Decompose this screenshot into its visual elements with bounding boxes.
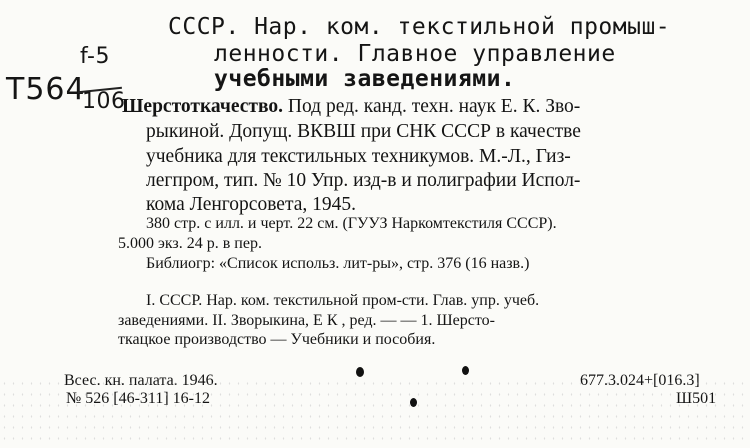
tracings-line-3: ткацкое производство — Учебники и пособия.: [118, 331, 436, 348]
entry-line-3: учебника для текстильных техникумов. М.-Л., Гиз-: [146, 146, 571, 167]
entry-line-5: кома Ленгорсовета, 1945.: [146, 194, 356, 215]
entry-line-4: легпром, тип. № 10 Упр. изд-в и полиграфии Испол-: [146, 170, 581, 191]
details-line-3: Библиогр: «Список использ. лит-ры», стр. 376 (16 назв.): [146, 255, 530, 272]
tracings-line-1: I. СССР. Нар. ком. текстильной пром-сти. Глав. упр. учеб.: [146, 292, 540, 309]
book-chamber: Всес. кн. палата. 1946.: [64, 372, 218, 389]
call-number-bottom: 106: [82, 89, 126, 114]
udc-index: 677.3.024+[016.3]: [580, 372, 700, 389]
call-number-top: f-5: [80, 44, 110, 69]
registration-number: № 526 [46-311] 16-12: [66, 390, 210, 407]
details-line-2: 5.000 экз. 24 р. в пер.: [118, 235, 262, 252]
scan-noise: [0, 378, 750, 448]
call-number-main: Т564: [6, 72, 86, 107]
entry-line-1: [122, 96, 580, 118]
tracings-line-2: заведениями. II. Зворыкина, Е К , ред. — — 1. Шерсто-: [118, 312, 495, 329]
entry-title: Шерстоткачество.: [122, 96, 284, 117]
handwritten-line-2: ленности. Главное управление: [214, 41, 616, 67]
details-line-1: 380 стр. с илл. и черт. 22 см. (ГУУЗ Наркомтекстиля СССР).: [146, 215, 557, 232]
ink-blot: [462, 366, 469, 375]
handwritten-line-1: СССР. Нар. ком. текстильной промыш-: [168, 14, 671, 40]
entry-line-2: рыкиной. Допущ. ВКВШ при СНК СССР в качестве: [146, 121, 581, 142]
entry-line-1-rest: Под ред. канд. техн. наук Е. К. Зво-: [283, 96, 581, 117]
ink-blot: [356, 367, 364, 377]
ink-blot: [410, 398, 417, 407]
handwritten-line-3: учебными заведениями.: [214, 66, 516, 92]
shelf-mark: Ш501: [676, 390, 717, 407]
